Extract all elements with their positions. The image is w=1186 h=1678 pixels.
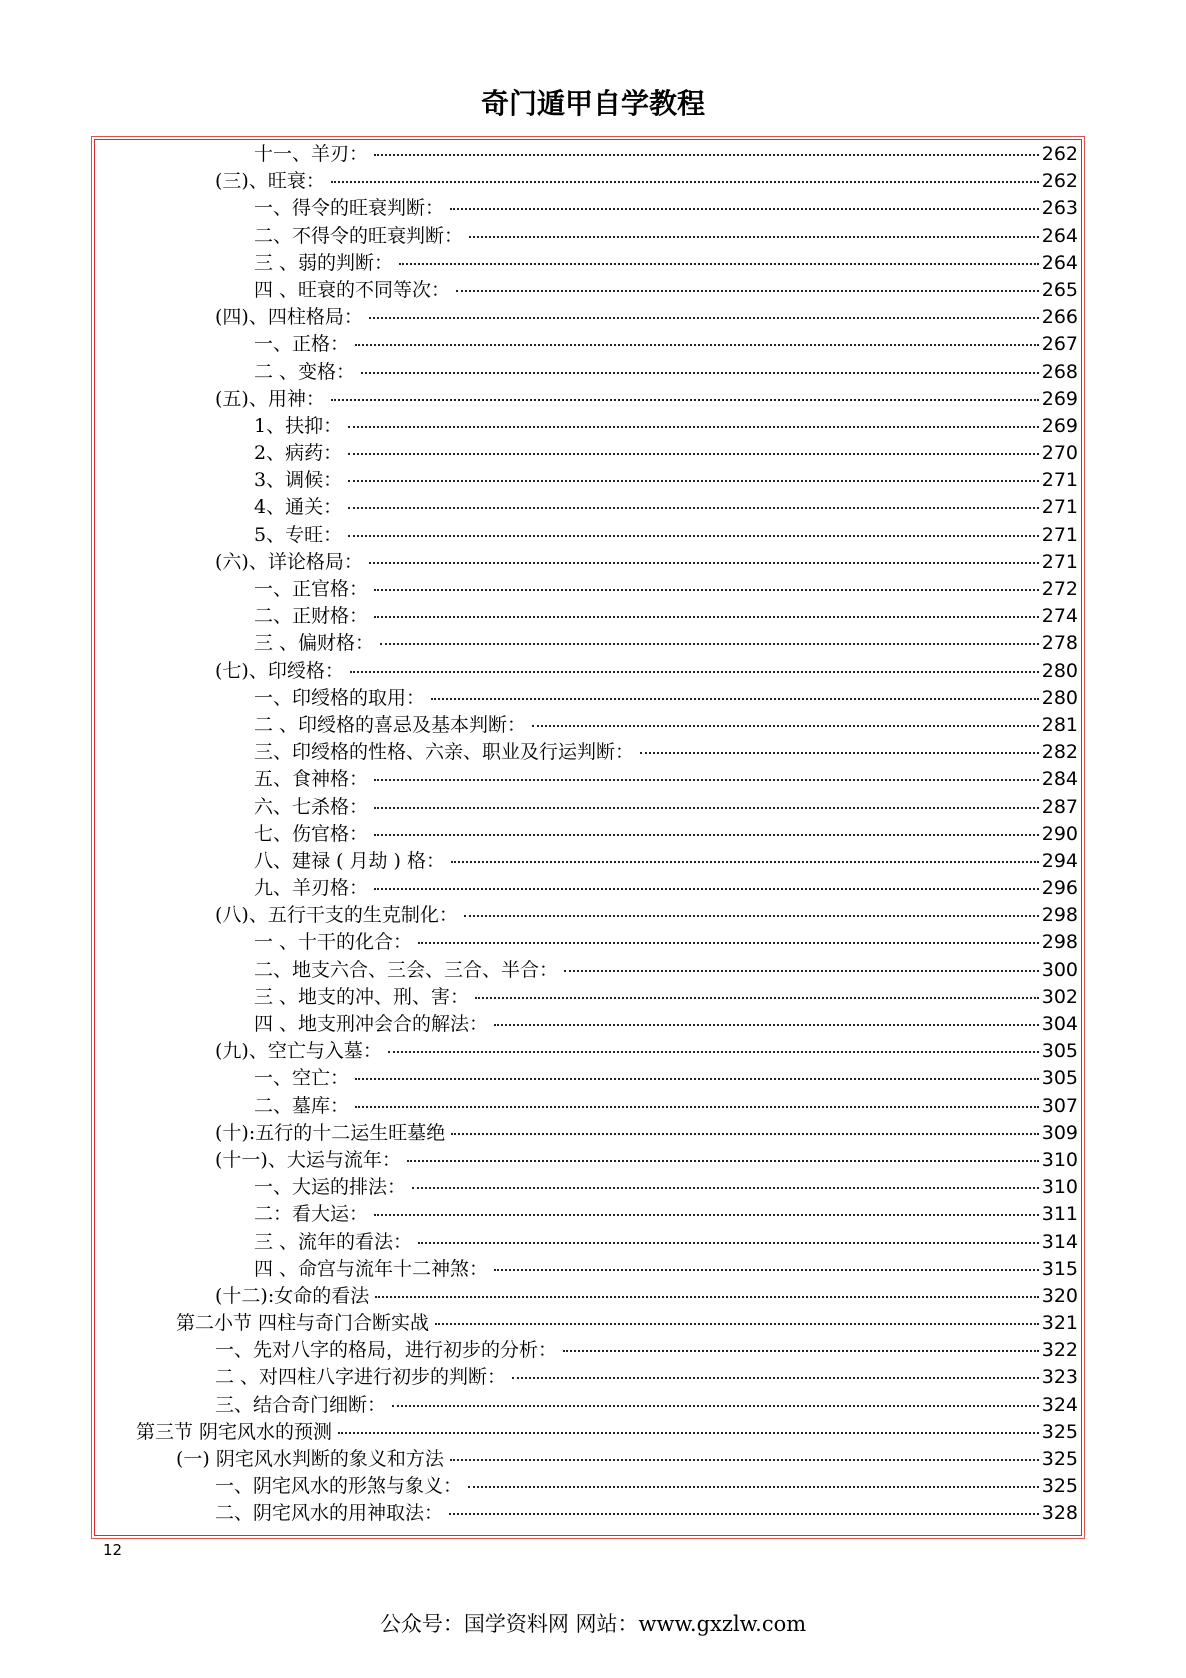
dot-leader xyxy=(375,1296,1039,1298)
toc-entry-label: 三 、地支的冲、刑、害： xyxy=(254,985,470,1008)
toc-entry[interactable] xyxy=(96,141,1078,168)
toc-entry[interactable] xyxy=(96,603,1078,630)
dot-leader xyxy=(374,154,1039,156)
dot-leader xyxy=(407,1160,1039,1162)
toc-entry-page: 272 xyxy=(1041,578,1078,600)
toc-entry[interactable] xyxy=(96,386,1078,413)
toc-entry-label: 三 、弱的判断： xyxy=(254,251,394,274)
toc-entry-label: 二：看大运： xyxy=(254,1203,369,1226)
toc-entry-page: 262 xyxy=(1041,170,1078,193)
toc-entry[interactable] xyxy=(96,1120,1078,1147)
toc-entry-page: 305 xyxy=(1041,1040,1078,1063)
toc-entry[interactable] xyxy=(96,494,1078,521)
toc-entry-page: 325 xyxy=(1041,1420,1078,1443)
toc-entry-page: 280 xyxy=(1041,686,1078,709)
toc-entry-page: 269 xyxy=(1041,387,1078,410)
toc-entry-page: 310 xyxy=(1041,1148,1078,1171)
dot-leader xyxy=(361,372,1039,374)
dot-leader xyxy=(369,317,1039,319)
dot-leader xyxy=(418,1242,1039,1244)
toc-entry[interactable] xyxy=(96,685,1078,712)
toc-entry-page: 264 xyxy=(1041,224,1078,247)
dot-leader xyxy=(392,1405,1039,1407)
toc-entry-page: 282 xyxy=(1041,741,1078,764)
toc-entry-label: (三)、旺衰： xyxy=(215,170,325,193)
toc-entry-page: 305 xyxy=(1041,1067,1078,1090)
toc-entry-label: (十二):女命的看法 xyxy=(215,1284,370,1307)
dot-leader xyxy=(369,562,1039,564)
dot-leader xyxy=(449,1513,1039,1515)
dot-leader xyxy=(331,399,1039,401)
toc-entry-label: 六、七杀格： xyxy=(254,795,369,818)
toc-entry-label: 一、空亡： xyxy=(254,1067,350,1090)
toc-entry-page: 325 xyxy=(1041,1475,1078,1498)
toc-entry-label: 八、建禄 ( 月劫 ) 格： xyxy=(254,849,445,872)
dot-leader xyxy=(348,507,1039,509)
toc-entry-page: 264 xyxy=(1041,251,1078,274)
toc-entry-page: 315 xyxy=(1041,1257,1078,1280)
toc-entry[interactable] xyxy=(96,359,1078,386)
toc-entry[interactable] xyxy=(96,794,1078,821)
toc-entry[interactable] xyxy=(96,250,1078,277)
dot-leader xyxy=(468,1486,1039,1488)
toc-entry-label: 二 、对四柱八字进行初步的判断： xyxy=(215,1366,507,1389)
toc-entry-page: 328 xyxy=(1041,1502,1078,1525)
toc-entry[interactable] xyxy=(96,1473,1078,1500)
toc-entry[interactable] xyxy=(96,331,1078,358)
toc-entry[interactable] xyxy=(96,1419,1078,1446)
toc-entry-label: 二 、印绶格的喜忌及基本判断： xyxy=(254,713,527,736)
dot-leader xyxy=(418,942,1039,944)
dot-leader xyxy=(374,779,1039,781)
toc-entry-label: 5、专旺： xyxy=(254,523,343,546)
dot-leader xyxy=(563,1350,1039,1352)
toc-entry-label: (四)、四柱格局： xyxy=(215,306,363,329)
toc-entry-page: 271 xyxy=(1041,496,1078,519)
table-of-contents xyxy=(96,141,1078,1528)
toc-entry-label: 3、调候： xyxy=(254,469,343,492)
toc-entry-page: 294 xyxy=(1041,849,1078,872)
toc-entry[interactable] xyxy=(96,1201,1078,1228)
toc-entry[interactable] xyxy=(96,658,1078,685)
toc-entry-page: 314 xyxy=(1041,1230,1078,1253)
dot-leader xyxy=(374,807,1039,809)
toc-entry-label: 一、大运的排法： xyxy=(254,1176,407,1199)
toc-entry[interactable] xyxy=(96,1500,1078,1527)
dot-leader xyxy=(348,453,1039,455)
toc-entry-page: 323 xyxy=(1041,1366,1078,1389)
toc-entry[interactable] xyxy=(96,1065,1078,1092)
toc-entry[interactable] xyxy=(96,1093,1078,1120)
dot-leader xyxy=(512,1377,1039,1379)
toc-entry-label: (十):五行的十二运生旺墓绝 xyxy=(215,1121,446,1144)
toc-entry-label: 2、病药： xyxy=(254,442,343,465)
toc-entry-label: (九)、空亡与入墓： xyxy=(215,1040,382,1063)
dot-leader xyxy=(431,698,1039,700)
toc-entry-page: 298 xyxy=(1041,904,1078,927)
toc-entry[interactable] xyxy=(96,1392,1078,1419)
toc-entry-label: (十一)、大运与流年： xyxy=(215,1148,401,1171)
toc-entry-label: (一) 阴宅风水判断的象义和方法 xyxy=(176,1448,444,1470)
toc-entry-page: 307 xyxy=(1041,1094,1078,1117)
toc-entry-label: 三、结合奇门细断： xyxy=(215,1393,387,1416)
dot-leader xyxy=(374,616,1039,618)
toc-entry-page: 268 xyxy=(1041,360,1078,383)
dot-leader xyxy=(464,915,1039,917)
dot-leader xyxy=(494,1269,1039,1271)
toc-entry-label: 一、正格： xyxy=(254,333,350,356)
toc-entry[interactable] xyxy=(96,929,1078,956)
toc-entry[interactable] xyxy=(96,576,1078,603)
toc-entry[interactable] xyxy=(96,1446,1078,1473)
toc-entry-page: 296 xyxy=(1041,877,1078,900)
toc-entry-label: 四 、地支刑冲会合的解法： xyxy=(254,1013,489,1035)
toc-entry-label: 二、阴宅风水的用神取法： xyxy=(215,1502,444,1525)
toc-entry-page: 284 xyxy=(1041,768,1078,791)
toc-entry-label: (六)、详论格局： xyxy=(215,550,363,573)
dot-leader xyxy=(450,208,1039,210)
toc-entry-label: (五)、用神： xyxy=(215,387,325,410)
dot-leader xyxy=(374,589,1039,591)
dot-leader xyxy=(388,1051,1039,1053)
toc-entry-label: 三 、偏财格： xyxy=(254,632,375,655)
toc-entry-page: 311 xyxy=(1041,1203,1078,1226)
toc-entry-page: 274 xyxy=(1041,605,1078,628)
toc-entry-label: 一、先对八字的格局，进行初步的分析： xyxy=(215,1339,558,1362)
toc-entry[interactable] xyxy=(96,739,1078,766)
toc-entry-label: 五、食神格： xyxy=(254,768,369,791)
toc-entry-label: 四 、旺衰的不同等次： xyxy=(254,278,451,301)
toc-entry-label: 十一、羊刃： xyxy=(254,143,369,165)
toc-entry-page: 271 xyxy=(1041,550,1078,573)
dot-leader xyxy=(348,535,1039,537)
toc-entry-page: 298 xyxy=(1041,931,1078,954)
dot-leader xyxy=(374,888,1039,890)
toc-entry-label: 三 、流年的看法： xyxy=(254,1230,413,1253)
toc-entry-page: 322 xyxy=(1041,1339,1078,1362)
toc-entry-page: 310 xyxy=(1041,1176,1078,1199)
toc-entry-label: 一、阴宅风水的形煞与象义： xyxy=(215,1475,463,1498)
toc-entry-label: 二、正财格： xyxy=(254,605,369,628)
footer-text: 公众号：国学资料网 网站：www.gxzlw.com xyxy=(379,1612,807,1636)
dot-leader xyxy=(331,181,1039,183)
toc-entry-label: 一 、十干的化合： xyxy=(254,931,413,954)
toc-entry-label: 第二小节 四柱与奇门合断实战 xyxy=(176,1312,430,1335)
toc-entry[interactable] xyxy=(96,1256,1078,1283)
toc-entry-page: 321 xyxy=(1041,1312,1078,1335)
toc-entry[interactable] xyxy=(96,712,1078,739)
toc-entry[interactable] xyxy=(96,875,1078,902)
toc-entry[interactable] xyxy=(96,1310,1078,1337)
dot-leader xyxy=(494,1024,1039,1026)
toc-entry[interactable] xyxy=(96,195,1078,222)
toc-entry[interactable] xyxy=(96,1011,1078,1038)
dot-leader xyxy=(348,426,1039,428)
toc-entry[interactable] xyxy=(96,467,1078,494)
toc-entry[interactable] xyxy=(96,168,1078,195)
page-number: 12 xyxy=(103,1541,123,1559)
dot-leader xyxy=(380,643,1039,645)
dot-leader xyxy=(475,997,1039,999)
toc-entry-label: 七、伤官格： xyxy=(254,822,369,845)
toc-entry[interactable] xyxy=(96,630,1078,657)
toc-entry-page: 320 xyxy=(1041,1284,1078,1307)
dot-leader xyxy=(355,1078,1039,1080)
toc-entry-page: 281 xyxy=(1041,713,1078,736)
dot-leader xyxy=(338,1432,1039,1434)
toc-entry[interactable] xyxy=(96,848,1078,875)
dot-leader xyxy=(399,263,1039,265)
toc-entry[interactable] xyxy=(96,440,1078,467)
toc-entry-label: 1、扶抑： xyxy=(254,414,343,437)
toc-entry-page: 278 xyxy=(1041,632,1078,655)
dot-leader xyxy=(412,1187,1039,1189)
toc-entry-page: 290 xyxy=(1041,822,1078,845)
toc-entry-label: 四 、命宫与流年十二神煞： xyxy=(254,1257,489,1280)
toc-entry[interactable] xyxy=(96,957,1078,984)
toc-entry-page: 309 xyxy=(1041,1121,1078,1144)
document-title: 奇门遁甲自学教程 xyxy=(480,87,705,120)
toc-entry[interactable] xyxy=(96,304,1078,331)
toc-entry[interactable] xyxy=(96,1283,1078,1310)
dot-leader xyxy=(451,1133,1039,1135)
toc-entry[interactable] xyxy=(96,1147,1078,1174)
dot-leader xyxy=(456,290,1039,292)
toc-entry-label: 三、印绶格的性格、六亲、职业及行运判断： xyxy=(254,741,635,764)
toc-entry[interactable] xyxy=(96,277,1078,304)
toc-entry[interactable] xyxy=(96,1229,1078,1256)
toc-entry-label: 二、墓库： xyxy=(254,1094,350,1117)
dot-leader xyxy=(532,725,1039,727)
toc-entry-page: 262 xyxy=(1041,143,1078,165)
toc-entry[interactable] xyxy=(96,549,1078,576)
toc-entry-page: 263 xyxy=(1041,197,1078,220)
dot-leader xyxy=(451,861,1039,863)
toc-entry[interactable] xyxy=(96,766,1078,793)
toc-entry[interactable] xyxy=(96,223,1078,250)
toc-entry[interactable] xyxy=(96,984,1078,1011)
toc-entry-page: 304 xyxy=(1041,1013,1078,1035)
toc-entry-label: 一、印绶格的取用： xyxy=(254,686,426,709)
dot-leader xyxy=(355,344,1039,346)
toc-entry[interactable] xyxy=(96,821,1078,848)
toc-entry[interactable] xyxy=(96,1364,1078,1391)
toc-entry-label: 一、得令的旺衰判断： xyxy=(254,197,445,220)
toc-entry-label: 二 、变格： xyxy=(254,360,356,383)
toc-entry-page: 269 xyxy=(1041,414,1078,437)
dot-leader xyxy=(469,236,1039,238)
toc-entry-label: (八)、五行干支的生克制化： xyxy=(215,904,458,927)
dot-leader xyxy=(374,1214,1039,1216)
toc-entry-page: 265 xyxy=(1041,278,1078,301)
toc-entry-label: 二、不得令的旺衰判断： xyxy=(254,224,464,247)
toc-entry-label: 第三节 阴宅风水的预测 xyxy=(136,1420,333,1443)
toc-entry[interactable] xyxy=(96,1174,1078,1201)
toc-entry[interactable] xyxy=(96,413,1078,440)
toc-entry-label: 4、通关： xyxy=(254,496,343,519)
dot-leader xyxy=(450,1459,1039,1461)
toc-entry-page: 287 xyxy=(1041,795,1078,818)
toc-entry-page: 324 xyxy=(1041,1393,1078,1416)
toc-entry-page: 271 xyxy=(1041,469,1078,492)
toc-entry-page: 302 xyxy=(1041,985,1078,1008)
toc-entry-label: 九、羊刃格： xyxy=(254,877,369,900)
toc-entry-page: 271 xyxy=(1041,523,1078,546)
toc-entry[interactable] xyxy=(96,1038,1078,1065)
dot-leader xyxy=(640,752,1039,754)
toc-entry-page: 270 xyxy=(1041,442,1078,465)
toc-entry-label: 一、正官格： xyxy=(254,578,369,600)
toc-entry-page: 325 xyxy=(1041,1448,1078,1470)
toc-entry-label: (七)、印绶格： xyxy=(215,659,344,682)
dot-leader xyxy=(355,1106,1039,1108)
dot-leader xyxy=(348,480,1039,482)
toc-entry[interactable] xyxy=(96,522,1078,549)
toc-entry-page: 267 xyxy=(1041,333,1078,356)
dot-leader xyxy=(374,834,1039,836)
dot-leader xyxy=(350,671,1039,673)
toc-entry[interactable] xyxy=(96,902,1078,929)
dot-leader xyxy=(564,970,1039,972)
toc-entry-page: 280 xyxy=(1041,659,1078,682)
toc-entry[interactable] xyxy=(96,1337,1078,1364)
toc-entry-page: 266 xyxy=(1041,306,1078,329)
dot-leader xyxy=(435,1323,1039,1325)
toc-entry-page: 300 xyxy=(1041,958,1078,981)
toc-entry-label: 二、地支六合、三会、三合、半合： xyxy=(254,958,559,981)
